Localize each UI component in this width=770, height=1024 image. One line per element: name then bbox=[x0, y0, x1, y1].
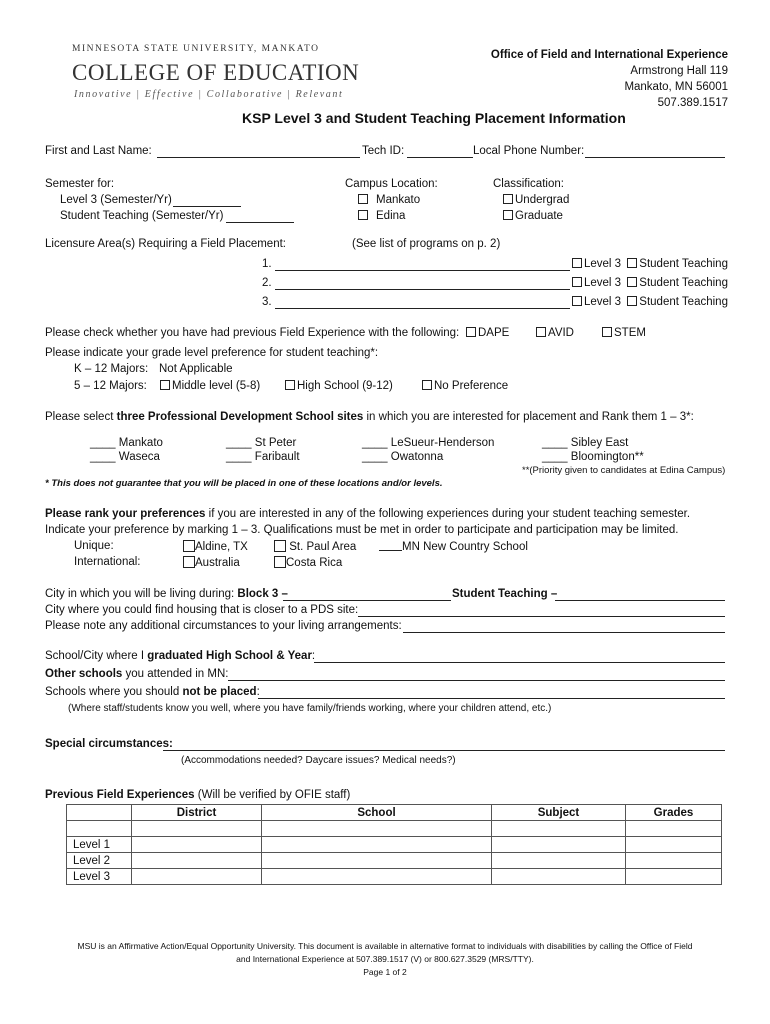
footer-line-2: and International Experience at 507.389.1517 (V) or 800.627.3529 (MRS/TTY). bbox=[236, 954, 534, 964]
intl-australia[interactable]: Australia bbox=[183, 556, 240, 569]
table-header: Subject bbox=[492, 805, 626, 821]
licensure-note: (See list of programs on p. 2) bbox=[352, 238, 501, 250]
not-placed-label: Schools where you should not be placed: bbox=[45, 686, 260, 698]
unique-aldine[interactable]: Aldine, TX bbox=[183, 540, 248, 553]
other-schools-field[interactable] bbox=[228, 680, 725, 681]
table-cell[interactable] bbox=[626, 837, 722, 853]
checkbox-icon[interactable] bbox=[358, 194, 368, 204]
licensure-2-options: Level 3 Student Teaching bbox=[572, 277, 728, 289]
office-city: Mankato, MN 56001 bbox=[624, 81, 728, 93]
table-cell[interactable] bbox=[132, 869, 262, 885]
special-note: (Accommodations needed? Daycare issues? Medical needs?) bbox=[181, 755, 456, 766]
checkbox-icon[interactable] bbox=[572, 296, 582, 306]
checkbox-icon[interactable] bbox=[422, 380, 432, 390]
semester-st-label: Student Teaching (Semester/Yr) bbox=[60, 210, 224, 222]
table-cell[interactable] bbox=[262, 853, 492, 869]
block3-city-field[interactable] bbox=[283, 600, 451, 601]
table-header bbox=[67, 805, 132, 821]
other-schools-label: Other schools you attended in MN: bbox=[45, 668, 229, 680]
table-cell[interactable] bbox=[626, 869, 722, 885]
checkbox-icon[interactable] bbox=[536, 327, 546, 337]
option-high-school[interactable]: High School (9-12) bbox=[285, 380, 393, 392]
name-field[interactable] bbox=[157, 157, 360, 158]
licensure-field-3[interactable] bbox=[275, 308, 570, 309]
table-row bbox=[67, 837, 722, 853]
semester-level3-label: Level 3 (Semester/Yr) bbox=[60, 194, 172, 206]
previous-label: Previous Field Experiences (Will be verified by OFIE staff) bbox=[45, 789, 351, 801]
checkbox-icon[interactable] bbox=[274, 556, 286, 568]
level-label: Level 2 bbox=[67, 853, 132, 869]
option-middle-level[interactable]: Middle level (5-8) bbox=[160, 380, 260, 392]
unique-st-paul[interactable]: St. Paul Area bbox=[274, 540, 356, 553]
semester-level3-field[interactable] bbox=[173, 206, 241, 207]
level-label: Level 1 bbox=[67, 837, 132, 853]
table-header: Grades bbox=[626, 805, 722, 821]
table-cell[interactable] bbox=[132, 837, 262, 853]
k12-label: K – 12 Majors: bbox=[74, 363, 149, 375]
licensure-row-number: 2. bbox=[262, 277, 272, 289]
rank-blank[interactable] bbox=[379, 540, 402, 551]
table-header-row bbox=[67, 805, 722, 821]
page-number: Page 1 of 2 bbox=[363, 967, 407, 977]
table-cell[interactable] bbox=[492, 821, 626, 837]
checkbox-icon[interactable] bbox=[160, 380, 170, 390]
level-label: Level 3 bbox=[67, 869, 132, 885]
pds-site-owatonna[interactable]: ____ Owatonna bbox=[362, 451, 444, 463]
licensure-3-options: Level 3 Student Teaching bbox=[572, 296, 728, 308]
table-header: School bbox=[262, 805, 492, 821]
checkbox-icon[interactable] bbox=[627, 258, 637, 268]
table-cell[interactable] bbox=[626, 853, 722, 869]
previous-experience-table bbox=[66, 804, 722, 885]
circumstances-field[interactable] bbox=[403, 632, 725, 633]
footer-line-1: MSU is an Affirmative Action/Equal Opportunity University. This document is available in alternative format to individuals with disabilities by calling the Office of Field bbox=[77, 941, 693, 951]
five12-label: 5 – 12 Majors: bbox=[74, 380, 147, 392]
st-city-field[interactable] bbox=[555, 600, 725, 601]
hs-label: School/City where I graduated High School & Year: bbox=[45, 650, 316, 662]
classification-undergrad[interactable]: Undergrad bbox=[503, 194, 569, 206]
intl-costa-rica[interactable]: Costa Rica bbox=[274, 556, 342, 569]
table-cell[interactable] bbox=[262, 821, 492, 837]
pds-site-sibley-east[interactable]: ____ Sibley East bbox=[542, 437, 629, 449]
unique-mn-new-country[interactable]: MN New Country School bbox=[379, 540, 528, 553]
previous-field-label: Please check whether you have had previous Field Experience with the following: bbox=[45, 327, 460, 339]
checkbox-icon[interactable] bbox=[602, 327, 612, 337]
grade-pref-label: Please indicate your grade level preference for student teaching*: bbox=[45, 347, 379, 359]
rank-text-1: Please rank your preferences if you are interested in any of the following experiences during your student teaching semester. bbox=[45, 508, 691, 520]
hs-field[interactable] bbox=[314, 662, 725, 663]
housing-label: City where you could find housing that is closer to a PDS site: bbox=[45, 604, 359, 616]
checkbox-icon[interactable] bbox=[285, 380, 295, 390]
local-phone-field[interactable] bbox=[585, 157, 725, 158]
table-cell bbox=[67, 821, 132, 837]
campus-option-mankato[interactable]: Mankato bbox=[358, 194, 420, 206]
checkbox-icon[interactable] bbox=[466, 327, 476, 337]
option-stem[interactable]: STEM bbox=[602, 327, 646, 339]
circumstances-label: Please note any additional circumstances to your living arrangements: bbox=[45, 620, 402, 632]
checkbox-icon[interactable] bbox=[627, 277, 637, 287]
table-cell[interactable] bbox=[262, 869, 492, 885]
not-placed-note: (Where staff/students know you well, where you have family/friends working, where your children attend, etc.) bbox=[68, 703, 552, 714]
checkbox-icon[interactable] bbox=[183, 556, 195, 568]
footer bbox=[0, 940, 770, 979]
campus-label: Campus Location: bbox=[345, 178, 438, 190]
college-name: COLLEGE OF EDUCATION bbox=[72, 60, 360, 85]
semester-label: Semester for: bbox=[45, 178, 115, 190]
table-cell[interactable] bbox=[492, 853, 626, 869]
office-address bbox=[491, 47, 728, 111]
not-placed-field[interactable] bbox=[258, 698, 725, 699]
table-cell[interactable] bbox=[132, 853, 262, 869]
office-phone: 507.389.1517 bbox=[657, 97, 728, 109]
table-cell[interactable] bbox=[262, 837, 492, 853]
st-city-label: Student Teaching – bbox=[452, 588, 558, 600]
pds-label: Please select three Professional Development School sites in which you are interested for placement and Rank them 1 – 3*: bbox=[45, 411, 694, 423]
campus-option-edina[interactable]: Edina bbox=[358, 210, 405, 222]
table-row bbox=[67, 853, 722, 869]
licensure-row-number: 1. bbox=[262, 258, 272, 270]
classification-graduate[interactable]: Graduate bbox=[503, 210, 563, 222]
priority-note: **(Priority given to candidates at Edina Campus) bbox=[522, 465, 726, 476]
option-no-preference[interactable]: No Preference bbox=[422, 380, 508, 392]
table-header: District bbox=[132, 805, 262, 821]
checkbox-icon[interactable] bbox=[274, 540, 286, 552]
semester-st-field[interactable] bbox=[226, 222, 294, 223]
unique-label: Unique: bbox=[74, 540, 114, 552]
licensure-label: Licensure Area(s) Requiring a Field Placement: bbox=[45, 238, 286, 250]
pds-site-mankato[interactable]: ____ Mankato bbox=[90, 437, 163, 449]
page-title: KSP Level 3 and Student Teaching Placement Information bbox=[242, 110, 626, 126]
k12-value: Not Applicable bbox=[159, 363, 233, 375]
table-row bbox=[67, 869, 722, 885]
local-phone-label: Local Phone Number: bbox=[473, 145, 585, 157]
pds-site-faribault[interactable]: ____ Faribault bbox=[226, 451, 300, 463]
special-field[interactable] bbox=[163, 750, 725, 751]
pds-site-bloomington[interactable]: ____ Bloomington** bbox=[542, 451, 644, 463]
licensure-1-options: Level 3 Student Teaching bbox=[572, 258, 728, 270]
international-label: International: bbox=[74, 556, 141, 568]
checkbox-icon[interactable] bbox=[358, 210, 368, 220]
pds-site-lesueur[interactable]: ____ LeSueur-Henderson bbox=[362, 437, 495, 449]
table-cell[interactable] bbox=[132, 821, 262, 837]
checkbox-icon[interactable] bbox=[503, 194, 513, 204]
licensure-row-number: 3. bbox=[262, 296, 272, 308]
special-label: Special circumstances: bbox=[45, 738, 173, 750]
university-name: MINNESOTA STATE UNIVERSITY, MANKATO bbox=[72, 44, 320, 54]
name-label: First and Last Name: bbox=[45, 145, 152, 157]
option-avid[interactable]: AVID bbox=[536, 327, 574, 339]
option-dape[interactable]: DAPE bbox=[466, 327, 509, 339]
office-hall: Armstrong Hall 119 bbox=[630, 65, 728, 77]
licensure-field-1[interactable] bbox=[275, 270, 570, 271]
pds-site-waseca[interactable]: ____ Waseca bbox=[90, 451, 160, 463]
classification-label: Classification: bbox=[493, 178, 564, 190]
rank-text-2: Indicate your preference by marking 1 – 3. Qualifications must be met in order to participate and participation may be limited. bbox=[45, 524, 679, 536]
techid-field[interactable] bbox=[407, 157, 473, 158]
checkbox-icon[interactable] bbox=[183, 540, 195, 552]
checkbox-icon[interactable] bbox=[572, 258, 582, 268]
checkbox-icon[interactable] bbox=[503, 210, 513, 220]
table-row bbox=[67, 821, 722, 837]
table-cell[interactable] bbox=[492, 837, 626, 853]
checkbox-icon[interactable] bbox=[572, 277, 582, 287]
disclaimer: * This does not guarantee that you will be placed in one of these locations and/or levels. bbox=[45, 478, 443, 489]
housing-field[interactable] bbox=[358, 616, 725, 617]
office-name: Office of Field and International Experience bbox=[490, 49, 728, 61]
pds-site-st-peter[interactable]: ____ St Peter bbox=[226, 437, 297, 449]
licensure-field-2[interactable] bbox=[275, 289, 570, 290]
checkbox-icon[interactable] bbox=[627, 296, 637, 306]
college-tagline: Innovative | Effective | Collaborative | Relevant bbox=[74, 89, 344, 100]
table-cell[interactable] bbox=[626, 821, 722, 837]
city-living-label: City in which you will be living during: Block 3 – bbox=[45, 588, 288, 600]
techid-label: Tech ID: bbox=[362, 145, 405, 157]
table-cell[interactable] bbox=[492, 869, 626, 885]
